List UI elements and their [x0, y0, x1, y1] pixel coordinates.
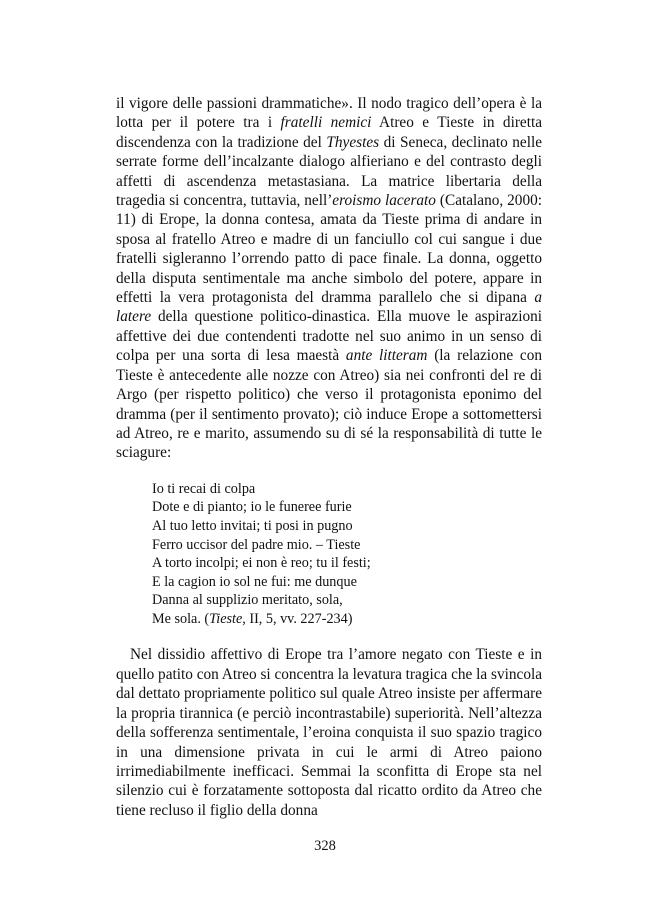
verse-line: Dote e di pianto; io le funeree furie — [152, 499, 352, 516]
text-run: della questione politico-dinastica. Ella muove le aspirazioni affettive dei due contendenti tradotte nel suo animo in un senso di colpa per una sorta di lesa maestà — [116, 308, 542, 365]
italic-term: a latere — [116, 289, 542, 326]
citation-work-title: Tieste — [209, 610, 243, 627]
verse-citation-line — [152, 610, 542, 629]
verse-quotation — [152, 480, 542, 629]
citation-reference: , II, 5, vv. 227-234) — [242, 610, 353, 627]
italic-term: ante litteram — [345, 347, 428, 365]
page-number: 328 — [314, 838, 336, 854]
paragraph-analysis: Nel dissidio affettivo di Erope tra l’amore negato con Tieste e in quello patito con Atreo si concentra la levatura tragica che la svincola dal dettato propriamente politico sul quale Atreo insiste per affermare la propria tirannica (e perciò incontrastabile) superiorità. Nell’altezza della sofferenza sentimentale, l’eroina conquista il suo spazio tragico in una dimensione privata in cui le armi di Atreo paiono irrimediabilmente inefficaci. Semmai la sconfitta di Erope sta nel silenzio cui è forzatamente sottoposta dal ricatto ordito da Atreo che tiene recluso il figlio della donna — [116, 646, 543, 819]
text-run: Atreo e Tieste in diretta discendenza con la tradizione del — [116, 114, 542, 151]
text-run: di Seneca, declinato nelle serrate forme dell’incalzante dialogo alfieriano e del contrasto degli affetti di ascendenza metastasiana. La matrice libertaria della tragedia si concentra, tuttavia, nell’ — [116, 133, 543, 210]
page-body — [116, 94, 542, 820]
verse-line: Ferro uccisor del padre mio. – Tieste — [152, 536, 361, 553]
paragraph-intro — [116, 94, 542, 463]
verse-line: Danna al supplizio meritato, sola, — [152, 592, 343, 609]
verse-line: E la cagion io sol ne fui: me dunque — [152, 573, 357, 590]
text-run: (la relazione con Tieste è antecedente alle nozze con Atreo) sia nei confronti del re di Argo (per rispetto politico) che verso il protagonista eponimo del dramma (per il sentimento provato); ciò induce Erope a sottomettersi ad Atreo, re e marito, assumendo su di sé la responsabilità di tutte le sciagure: — [116, 347, 542, 462]
italic-term: eroismo lacerato — [332, 192, 436, 210]
verse-last-text: Me sola. ( — [152, 610, 210, 627]
italic-term: Thyestes — [326, 133, 380, 151]
italic-term: fratelli nemici — [280, 114, 372, 132]
verse-line: Io ti recai di colpa — [152, 480, 256, 497]
verse-line: A torto incolpi; ei non è reo; tu il festi; — [152, 555, 371, 572]
text-run: (Catalano, 2000: 11) di Erope, la donna contesa, amata da Tieste prima di andare in sposa al fratello Atreo e madre di un fanciullo col cui sangue i due fratelli sigleranno l’orrendo patto di pace finale. La donna, oggetto della disputa sentimentale ma anche simbolo del potere, appare in effetti la vera protagonista del dramma parallelo che si dipana — [116, 192, 542, 307]
verse-line: Al tuo letto invitai; ti posi in pugno — [152, 517, 353, 534]
text-run: il vigore delle passioni drammatiche». Il nodo tragico dell’opera è la lotta per il potere tra i — [116, 95, 542, 132]
